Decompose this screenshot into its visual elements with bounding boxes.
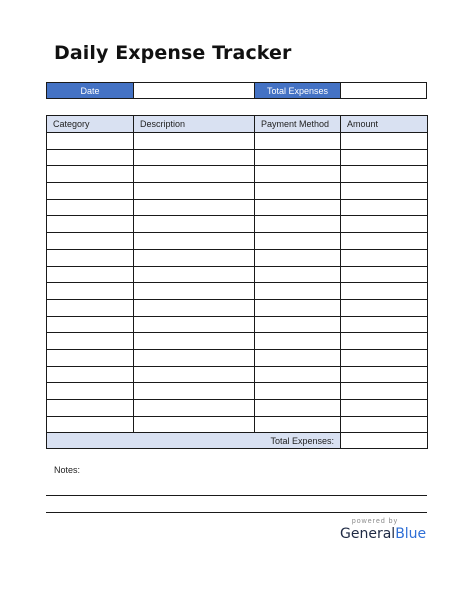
cell-category[interactable] [47,149,134,166]
table-footer-row [47,433,428,449]
cell-amount[interactable] [341,400,428,417]
total-expenses-field[interactable] [341,83,426,98]
table-row [47,233,428,250]
column-header-amount: Amount [341,116,428,133]
notes-line[interactable] [46,495,427,496]
cell-amount[interactable] [341,333,428,350]
cell-description[interactable] [134,416,255,433]
cell-description[interactable] [134,216,255,233]
cell-description[interactable] [134,366,255,383]
cell-description[interactable] [134,249,255,266]
cell-category[interactable] [47,266,134,283]
notes-label: Notes: [54,465,81,475]
cell-payment-method[interactable] [255,299,341,316]
cell-description[interactable] [134,199,255,216]
cell-amount[interactable] [341,366,428,383]
summary-header [46,82,427,99]
table-row [47,383,428,400]
table-row [47,349,428,366]
cell-amount[interactable] [341,299,428,316]
cell-amount[interactable] [341,349,428,366]
cell-payment-method[interactable] [255,233,341,250]
notes-line[interactable] [46,512,427,513]
cell-category[interactable] [47,249,134,266]
cell-payment-method[interactable] [255,316,341,333]
cell-amount[interactable] [341,416,428,433]
cell-payment-method[interactable] [255,283,341,300]
date-label: Date [47,83,134,98]
expense-table [46,115,428,449]
cell-payment-method[interactable] [255,133,341,150]
cell-category[interactable] [47,183,134,200]
cell-amount[interactable] [341,383,428,400]
cell-description[interactable] [134,133,255,150]
table-row [47,133,428,150]
page-title: Daily Expense Tracker [54,42,292,64]
cell-amount[interactable] [341,249,428,266]
cell-payment-method[interactable] [255,333,341,350]
table-row [47,316,428,333]
cell-category[interactable] [47,133,134,150]
cell-category[interactable] [47,283,134,300]
table-row [47,366,428,383]
table-header-row [47,116,428,133]
cell-description[interactable] [134,266,255,283]
cell-category[interactable] [47,299,134,316]
table-row [47,199,428,216]
table-row [47,400,428,417]
table-row [47,166,428,183]
cell-amount[interactable] [341,166,428,183]
cell-description[interactable] [134,183,255,200]
table-row [47,183,428,200]
table-row [47,333,428,350]
cell-payment-method[interactable] [255,349,341,366]
table-body [47,133,428,433]
cell-category[interactable] [47,316,134,333]
cell-description[interactable] [134,299,255,316]
table-row [47,149,428,166]
cell-payment-method[interactable] [255,366,341,383]
cell-payment-method[interactable] [255,400,341,417]
cell-description[interactable] [134,166,255,183]
cell-description[interactable] [134,349,255,366]
cell-payment-method[interactable] [255,216,341,233]
cell-description[interactable] [134,400,255,417]
cell-category[interactable] [47,166,134,183]
cell-payment-method[interactable] [255,383,341,400]
brand-logo [340,518,430,542]
column-header-payment-method: Payment Method [255,116,341,133]
brand-name-part1: General [340,526,396,542]
table-row [47,299,428,316]
cell-payment-method[interactable] [255,249,341,266]
cell-description[interactable] [134,383,255,400]
date-field[interactable] [134,83,255,98]
column-header-category: Category [47,116,134,133]
column-header-description: Description [134,116,255,133]
table-row [47,416,428,433]
cell-payment-method[interactable] [255,149,341,166]
cell-payment-method[interactable] [255,266,341,283]
cell-category[interactable] [47,400,134,417]
cell-category[interactable] [47,349,134,366]
table-row [47,283,428,300]
cell-amount[interactable] [341,199,428,216]
table-row [47,266,428,283]
cell-category[interactable] [47,416,134,433]
total-expenses-label: Total Expenses [255,83,341,98]
cell-amount[interactable] [341,283,428,300]
cell-payment-method[interactable] [255,199,341,216]
cell-payment-method[interactable] [255,416,341,433]
cell-category[interactable] [47,333,134,350]
cell-description[interactable] [134,283,255,300]
cell-amount[interactable] [341,316,428,333]
cell-amount[interactable] [341,216,428,233]
cell-payment-method[interactable] [255,166,341,183]
cell-description[interactable] [134,316,255,333]
cell-amount[interactable] [341,149,428,166]
cell-category[interactable] [47,216,134,233]
brand-name-part2: Blue [395,526,427,542]
table-row [47,249,428,266]
footer-total-field[interactable] [341,433,428,449]
cell-description[interactable] [134,333,255,350]
brand-name [340,526,430,542]
table-row [47,216,428,233]
cell-amount[interactable] [341,266,428,283]
cell-payment-method[interactable] [255,183,341,200]
cell-category[interactable] [47,199,134,216]
powered-by-text: powered by [351,518,399,525]
cell-category[interactable] [47,383,134,400]
cell-amount[interactable] [341,133,428,150]
cell-category[interactable] [47,233,134,250]
cell-description[interactable] [134,149,255,166]
cell-amount[interactable] [341,233,428,250]
cell-category[interactable] [47,366,134,383]
cell-description[interactable] [134,233,255,250]
cell-amount[interactable] [341,183,428,200]
footer-total-label: Total Expenses: [47,433,341,449]
